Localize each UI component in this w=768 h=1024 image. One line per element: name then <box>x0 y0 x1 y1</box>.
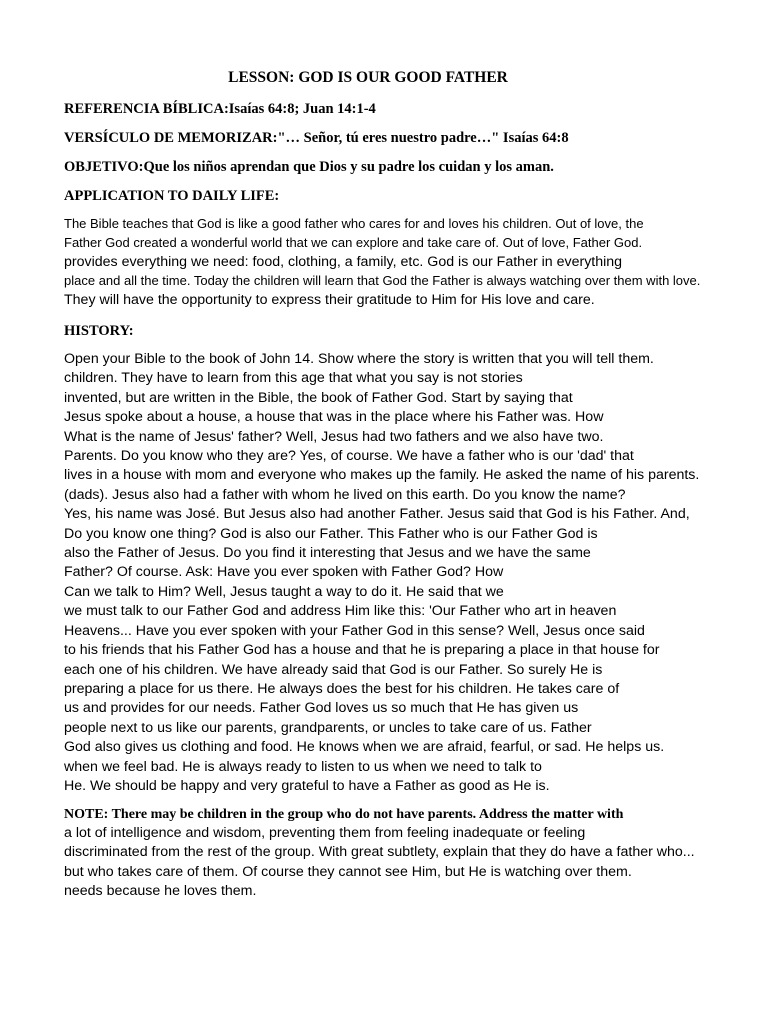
application-paragraph <box>64 214 754 311</box>
objective <box>64 158 554 176</box>
application-line: They will have the opportunity to express their gratitude to Him for His love and care. <box>64 292 595 308</box>
application-line: Father God created a wonderful world that we can explore and take care of. Out of love, Father God. <box>64 235 643 251</box>
history-line: children. They have to learn from this age that what you say is not stories <box>64 370 523 387</box>
lesson-title: LESSON: GOD IS OUR GOOD FATHER <box>228 69 508 86</box>
history-line: Jesus spoke about a house, a house that was in the place where his Father was. How <box>64 409 604 426</box>
history-line: Do you know one thing? God is also our Father. This Father who is our Father God is <box>64 525 598 542</box>
note-line: a lot of intelligence and wisdom, preventing them from feeling inadequate or feeling <box>64 825 586 841</box>
history-line: we must talk to our Father God and address Him like this: 'Our Father who art in heaven <box>64 603 617 620</box>
bible-reference-label: REFERENCIA BÍBLICA: <box>64 101 229 117</box>
note-line: but who takes care of them. Of course they cannot see Him, but He is watching over them. <box>64 863 632 880</box>
history-line: when we feel bad. He is always ready to listen to us when we need to talk to <box>64 758 542 775</box>
history-line: He. We should be happy and very grateful to have a Father as good as He is. <box>64 777 550 794</box>
application-line: provides everything we need: food, clothing, a family, etc. God is our Father in everything <box>64 253 623 270</box>
history-line: Heavens... Have you ever spoken with your Father God in this sense? Well, Jesus once said <box>64 622 645 639</box>
application-line: place and all the time. Today the children will learn that God the Father is always watching over them with love. <box>64 273 701 288</box>
note-paragraph <box>64 805 754 902</box>
history-line: also the Father of Jesus. Do you find it interesting that Jesus and we have the same <box>64 545 591 562</box>
history-line: us and provides for our needs. Father God loves us so much that He has given us <box>64 700 579 717</box>
history-line: Father? Of course. Ask: Have you ever spoken with Father God? How <box>64 564 504 581</box>
bible-reference-value: Isaías 64:8; Juan 14:1-4 <box>228 101 376 117</box>
history-line: Parents. Do you know who they are? Yes, of course. We have a father who is our 'dad' that <box>64 448 634 465</box>
history-line: Open your Bible to the book of John 14. Show where the story is written that you will tell them. <box>64 351 654 367</box>
memory-verse-label: VERSÍCULO DE MEMORIZAR: <box>64 130 278 146</box>
bible-reference <box>64 100 376 118</box>
history-line: preparing a place for us there. He always does the best for his children. He takes care of <box>64 680 620 697</box>
history-line: people next to us like our parents, grandparents, or uncles to take care of us. Father <box>64 719 592 736</box>
history-paragraph <box>64 350 754 796</box>
note-line: needs because he loves them. <box>64 883 257 900</box>
application-heading: APPLICATION TO DAILY LIFE: <box>64 188 280 204</box>
history-line: God also gives us clothing and food. He knows when we are afraid, fearful, or sad. He helps us. <box>64 739 665 756</box>
memory-verse <box>64 129 569 147</box>
history-line: lives in a house with mom and everyone who makes up the family. He asked the name of his parents. <box>64 467 700 484</box>
history-line: What is the name of Jesus' father? Well, Jesus had two fathers and we also have two. <box>64 428 604 445</box>
history-line: to his friends that his Father God has a house and that he is preparing a place in that house for <box>64 642 660 659</box>
objective-label: OBJETIVO: <box>64 159 144 175</box>
history-line: invented, but are written in the Bible, the book of Father God. Start by saying that <box>64 389 573 406</box>
history-line: Can we talk to Him? Well, Jesus taught a way to do it. He said that we <box>64 583 504 600</box>
application-line: The Bible teaches that God is like a good father who cares for and loves his children. Out of love, the <box>64 216 644 231</box>
note-line: discriminated from the rest of the group. With great subtlety, explain that they do have a father who... <box>64 844 695 861</box>
memory-verse-value: "… Señor, tú eres nuestro padre…" Isaías 64:8 <box>277 130 569 146</box>
history-line: (dads). Jesus also had a father with whom he lived on this earth. Do you know the name? <box>64 486 626 503</box>
objective-value: Que los niños aprendan que Dios y su padre los cuidan y los aman. <box>143 159 554 175</box>
history-line: Yes, his name was José. But Jesus also had another Father. Jesus said that God is his Father. And, <box>64 506 690 523</box>
history-line: each one of his children. We have already said that God is our Father. So surely He is <box>64 661 603 678</box>
note-first-line: NOTE: There may be children in the group who do not have parents. Address the matter with <box>64 807 624 822</box>
history-heading: HISTORY: <box>64 323 134 339</box>
